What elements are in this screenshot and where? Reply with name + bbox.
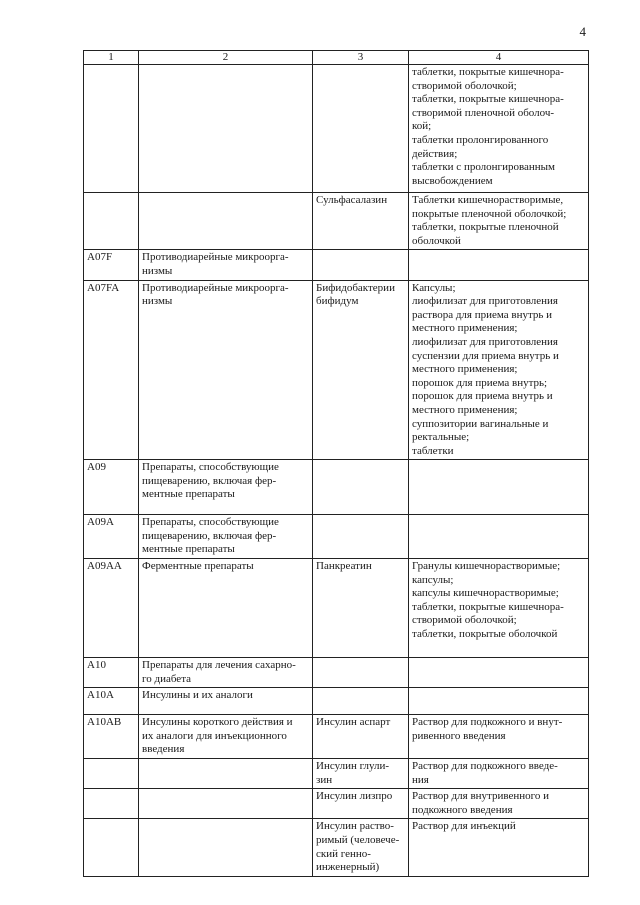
column-header: 2 bbox=[139, 51, 313, 65]
atc-code-cell bbox=[84, 789, 139, 819]
cell-text-line: Сульфасалазин bbox=[316, 194, 388, 206]
cell-text-line: Инсулины и их аналоги bbox=[142, 689, 253, 702]
cell-text-line: Инсулин аспарт bbox=[316, 716, 391, 729]
cell-text-line: го диабета bbox=[142, 672, 192, 685]
table-row bbox=[84, 789, 589, 819]
cell-text-line: оболочкой bbox=[412, 234, 461, 247]
cell-text-line: таблетки, покрытые пленочной bbox=[412, 221, 559, 234]
cell-text-line: местного применения; bbox=[412, 403, 518, 416]
atc-code-cell bbox=[84, 819, 139, 876]
table-row bbox=[84, 759, 589, 789]
cell-text-line: Раствор для подкожного введе- bbox=[412, 760, 558, 773]
dosage-forms-cell bbox=[409, 460, 589, 515]
cell-text-line: введения bbox=[142, 743, 185, 756]
cell-text-line: порошок для приема внутрь и bbox=[412, 390, 553, 403]
cell-text-line: Капсулы; bbox=[412, 281, 456, 294]
group-name-cell bbox=[139, 65, 313, 193]
cell-text-line: Препараты, способствующие bbox=[142, 516, 279, 529]
cell-text-line: створимой пленочной оболоч- bbox=[412, 106, 555, 119]
dosage-forms-cell bbox=[409, 250, 589, 280]
cell-text-line: A07FA bbox=[87, 281, 120, 294]
cell-text-line: бифидум bbox=[316, 295, 359, 308]
drug-name-cell bbox=[313, 658, 409, 688]
atc-code-cell bbox=[84, 460, 139, 515]
table-row bbox=[84, 559, 589, 658]
cell-text-line: лиофилизат для приготовления bbox=[412, 295, 558, 308]
page-number: 4 bbox=[579, 24, 586, 39]
drug-name-cell bbox=[313, 460, 409, 515]
table-row bbox=[84, 65, 589, 193]
dosage-forms-cell bbox=[409, 688, 589, 715]
dosage-forms-cell bbox=[409, 559, 589, 658]
cell-text-line: порошок для приема внутрь; bbox=[412, 376, 548, 389]
cell-text-line: таблетки, покрытые кишечнора- bbox=[412, 66, 564, 78]
cell-text-line: ректальные; bbox=[412, 431, 470, 444]
table-row bbox=[84, 819, 589, 876]
cell-text-line: капсулы; bbox=[412, 573, 454, 586]
cell-text-line: лиофилизат для приготовления bbox=[412, 335, 558, 348]
atc-code-cell bbox=[84, 250, 139, 280]
drug-name-cell bbox=[313, 789, 409, 819]
cell-text-line: низмы bbox=[142, 264, 173, 277]
table-row bbox=[84, 515, 589, 559]
atc-code-cell bbox=[84, 658, 139, 688]
drug-name-cell bbox=[313, 715, 409, 759]
drug-name-cell bbox=[313, 759, 409, 789]
cell-text-line: пищеварению, включая фер- bbox=[142, 529, 277, 542]
column-header: 3 bbox=[313, 51, 409, 65]
dosage-forms-cell bbox=[409, 280, 589, 460]
cell-text-line: таблетки, покрытые кишечнора- bbox=[412, 93, 564, 106]
table-row bbox=[84, 460, 589, 515]
dosage-forms-cell bbox=[409, 789, 589, 819]
cell-text-line: Раствор для внутривенного и bbox=[412, 790, 550, 803]
cell-text-line: Противодиарейные микроорга- bbox=[142, 281, 289, 294]
cell-text-line: A09 bbox=[87, 461, 106, 474]
group-name-cell bbox=[139, 789, 313, 819]
cell-text-line: ния bbox=[412, 773, 429, 786]
atc-code-cell bbox=[84, 193, 139, 250]
table-row bbox=[84, 193, 589, 250]
drug-name-cell bbox=[313, 250, 409, 280]
dosage-forms-cell bbox=[409, 65, 589, 193]
dosage-forms-cell bbox=[409, 658, 589, 688]
cell-text-line: ривенного введения bbox=[412, 729, 506, 742]
cell-text-line: ский генно- bbox=[316, 847, 371, 860]
cell-text-line: таблетки, покрытые оболочкой bbox=[412, 628, 558, 641]
cell-text-line: таблетки пролонгированного bbox=[412, 133, 549, 146]
cell-text-line: Бифидобактерии bbox=[316, 281, 395, 294]
cell-text-line: римый (человече- bbox=[316, 834, 400, 846]
cell-text-line: A07F bbox=[87, 251, 113, 264]
atc-code-cell bbox=[84, 65, 139, 193]
group-name-cell bbox=[139, 280, 313, 460]
cell-text-line: Инсулин лизпро bbox=[316, 790, 393, 803]
cell-text-line: суспензии для приема внутрь и bbox=[412, 349, 559, 362]
table-row bbox=[84, 715, 589, 759]
group-name-cell bbox=[139, 515, 313, 559]
cell-text-line: высвобождением bbox=[412, 174, 493, 187]
cell-text-line: Препараты, способствующие bbox=[142, 461, 279, 474]
cell-text-line: местного применения; bbox=[412, 322, 518, 335]
cell-text-line: их аналоги для инъекционного bbox=[142, 729, 287, 742]
cell-text-line: Раствор для инъекций bbox=[412, 820, 516, 833]
cell-text-line: Панкреатин bbox=[316, 560, 372, 573]
cell-text-line: таблетки bbox=[412, 444, 454, 457]
dosage-forms-cell bbox=[409, 193, 589, 250]
cell-text-line: инженерный) bbox=[316, 861, 380, 874]
cell-text-line: Гранулы кишечнорастворимые; bbox=[412, 560, 561, 573]
table-row bbox=[84, 688, 589, 715]
cell-text-line: раствора для приема внутрь и bbox=[412, 308, 553, 321]
table-body bbox=[84, 65, 589, 877]
cell-text-line: створимой оболочкой; bbox=[412, 79, 517, 92]
table-row bbox=[84, 280, 589, 460]
cell-text-line: таблетки с пролонгированным bbox=[412, 161, 556, 174]
group-name-cell bbox=[139, 715, 313, 759]
column-header: 4 bbox=[409, 51, 589, 65]
cell-text-line: A09A bbox=[87, 516, 114, 529]
cell-text-line: подкожного введения bbox=[412, 803, 513, 816]
cell-text-line: Инсулин раство- bbox=[316, 820, 394, 833]
group-name-cell bbox=[139, 688, 313, 715]
group-name-cell bbox=[139, 559, 313, 658]
cell-text-line: Таблетки кишечнорастворимые, bbox=[412, 194, 564, 206]
atc-code-cell bbox=[84, 715, 139, 759]
cell-text-line: зин bbox=[316, 773, 333, 786]
atc-code-cell bbox=[84, 280, 139, 460]
group-name-cell bbox=[139, 193, 313, 250]
cell-text-line: низмы bbox=[142, 295, 173, 308]
drug-name-cell bbox=[313, 515, 409, 559]
atc-code-cell bbox=[84, 688, 139, 715]
atc-code-cell bbox=[84, 515, 139, 559]
group-name-cell bbox=[139, 819, 313, 876]
cell-text-line: ментные препараты bbox=[142, 488, 235, 501]
group-name-cell bbox=[139, 658, 313, 688]
cell-text-line: створимой оболочкой; bbox=[412, 614, 517, 627]
cell-text-line: Препараты для лечения сахарно- bbox=[142, 659, 296, 672]
column-header: 1 bbox=[84, 51, 139, 65]
cell-text-line: действия; bbox=[412, 147, 458, 160]
cell-text-line: пищеварению, включая фер- bbox=[142, 474, 277, 487]
cell-text-line: капсулы кишечнорастворимые; bbox=[412, 587, 559, 600]
cell-text-line: кой; bbox=[412, 120, 432, 133]
drug-name-cell bbox=[313, 280, 409, 460]
table-header-row bbox=[84, 51, 589, 65]
drug-name-cell bbox=[313, 559, 409, 658]
atc-code-cell bbox=[84, 559, 139, 658]
cell-text-line: суппозитории вагинальные и bbox=[412, 417, 549, 430]
cell-text-line: Инсулины короткого действия и bbox=[142, 716, 293, 729]
cell-text-line: Ферментные препараты bbox=[142, 560, 254, 573]
drug-name-cell bbox=[313, 819, 409, 876]
cell-text-line: A09AA bbox=[87, 560, 122, 573]
cell-text-line: Противодиарейные микроорга- bbox=[142, 251, 289, 264]
dosage-forms-cell bbox=[409, 759, 589, 789]
cell-text-line: ментные препараты bbox=[142, 543, 235, 556]
drug-name-cell bbox=[313, 688, 409, 715]
dosage-forms-cell bbox=[409, 715, 589, 759]
group-name-cell bbox=[139, 460, 313, 515]
table-row bbox=[84, 250, 589, 280]
cell-text-line: Раствор для подкожного и внут- bbox=[412, 716, 563, 729]
group-name-cell bbox=[139, 250, 313, 280]
cell-text-line: Инсулин глули- bbox=[316, 760, 390, 773]
cell-text-line: A10AB bbox=[87, 716, 122, 729]
atc-code-cell bbox=[84, 759, 139, 789]
dosage-forms-cell bbox=[409, 819, 589, 876]
drug-table bbox=[83, 50, 589, 877]
cell-text-line: A10A bbox=[87, 689, 114, 702]
drug-name-cell bbox=[313, 193, 409, 250]
cell-text-line: покрытые пленочной оболочкой; bbox=[412, 207, 567, 220]
group-name-cell bbox=[139, 759, 313, 789]
cell-text-line: таблетки, покрытые кишечнора- bbox=[412, 600, 564, 613]
table-row bbox=[84, 658, 589, 688]
drug-name-cell bbox=[313, 65, 409, 193]
cell-text-line: местного применения; bbox=[412, 363, 518, 376]
dosage-forms-cell bbox=[409, 515, 589, 559]
cell-text-line: A10 bbox=[87, 659, 106, 672]
